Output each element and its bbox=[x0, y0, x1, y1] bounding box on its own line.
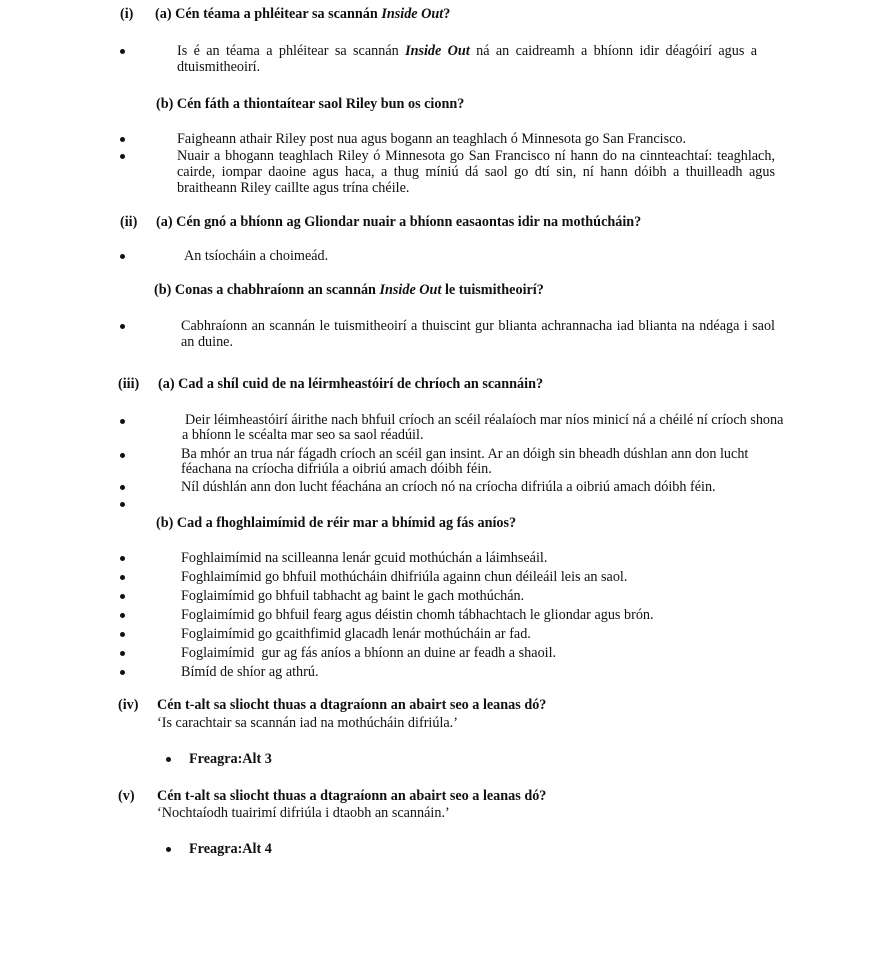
answer-iii-a-2: Ba mhór an trua nár fágadh críoch an scéil gan insint. Ar an dóigh sin bheadh dúshlan ann don lucht féachana na críocha difriúla a oibriú amach dóibh féin. bbox=[181, 446, 749, 477]
question-ii-b-heading bbox=[154, 282, 544, 298]
answer-i-b-1: Faigheann athair Riley post nua agus bogann an teaghlach ó Minnesota go San Francisco. bbox=[177, 131, 687, 147]
question-number-ii: (ii) bbox=[120, 214, 138, 230]
film-title: Inside Out bbox=[405, 43, 470, 59]
bullet-icon bbox=[120, 137, 125, 142]
question-number-iii: (iii) bbox=[118, 376, 140, 392]
question-text-end: ? bbox=[443, 6, 451, 22]
question-text: Cad a fhoghlaimímid de réir mar a bhímid ag fás aníos? bbox=[176, 515, 517, 531]
question-iii-b-heading bbox=[156, 515, 516, 531]
question-iii-a-heading bbox=[158, 376, 543, 392]
bullet-icon bbox=[120, 670, 125, 675]
bullet-icon bbox=[166, 757, 171, 762]
bullet-icon bbox=[120, 453, 125, 458]
question-iv-text: Cén t-alt sa sliocht thuas a dtagraíonn an abairt seo a leanas dó? bbox=[157, 697, 547, 713]
answer-iii-b-4: Foglaimímid go bhfuil fearg agus déistin chomh tábhachtach le gliondar agus brón. bbox=[181, 607, 654, 623]
answer-text: Is é an téama a phléitear sa scannán bbox=[177, 43, 406, 59]
bullet-icon bbox=[120, 324, 125, 329]
answer-text-end: ná an caidreamh a bhíonn idir déagóirí agus a dtuismitheoirí. bbox=[177, 43, 757, 75]
part-label: (a) bbox=[156, 214, 173, 230]
answer-ii-b: Cabhraíonn an scannán le tuismitheoirí a thuiscint gur blianta achrannacha iad blianta na ndéaga i saol an duine. bbox=[181, 318, 775, 350]
answer-i-b-2: Nuair a bhogann teaghlach Riley ó Minnesota go San Francisco ní hann do na cinnteachtaí: teaghlach, cairde, iompar daoine agus haca, a thug míniú dá saol go dtí sin, ní hann dóibh a thuilleadh agus braitheann Riley caillte agus trína chéile. bbox=[177, 148, 775, 196]
answer-iv: Freagra:Alt 3 bbox=[189, 751, 272, 767]
answer-v: Freagra:Alt 4 bbox=[189, 841, 272, 857]
question-text: Conas a chabhraíonn an scannán bbox=[174, 282, 380, 298]
question-text-end: le tuismitheoirí? bbox=[441, 282, 544, 298]
bullet-icon bbox=[120, 613, 125, 618]
bullet-icon bbox=[120, 651, 125, 656]
bullet-icon bbox=[120, 49, 125, 54]
bullet-icon bbox=[120, 594, 125, 599]
bullet-icon bbox=[120, 419, 125, 424]
answer-iii-b-7: Bímíd de shíor ag athrú. bbox=[181, 664, 319, 680]
question-text: Cén téama a phléitear sa scannán bbox=[175, 6, 382, 22]
part-label: (b) bbox=[156, 515, 174, 531]
film-title: Inside Out bbox=[379, 282, 442, 298]
answer-iii-b-1: Foghlaimímid na scilleanna lenár gcuid mothúchán a láimhseáil. bbox=[181, 550, 548, 566]
bullet-icon bbox=[120, 556, 125, 561]
part-label: (b) bbox=[154, 282, 172, 298]
bullet-icon bbox=[120, 254, 125, 259]
question-number-iv: (iv) bbox=[118, 697, 139, 713]
question-number-i: (i) bbox=[120, 6, 134, 22]
question-i-a-heading bbox=[155, 6, 450, 22]
film-title: Inside Out bbox=[381, 6, 444, 22]
answer-iii-a-3: Níl dúshlán ann don lucht féachána an críoch nó na críocha difriúla a oibriú amach dóibh féin. bbox=[181, 479, 716, 495]
question-i-b-heading bbox=[156, 96, 464, 112]
bullet-icon bbox=[120, 485, 125, 490]
question-ii-a-heading bbox=[156, 214, 641, 230]
question-text: Cén fáth a thiontaítear saol Riley bun os cionn? bbox=[176, 96, 465, 112]
answer-i-a bbox=[177, 43, 757, 75]
answer-iii-b-5: Foglaimímid go gcaithfimid glacadh lenár mothúcháin ar fad. bbox=[181, 626, 531, 642]
question-number-v: (v) bbox=[118, 788, 135, 804]
bullet-icon bbox=[120, 632, 125, 637]
question-text: Cad a shíl cuid de na léirmheastóirí de chríoch an scannáin? bbox=[178, 376, 544, 392]
answer-iii-b-3: Foglaimímid go bhfuil tabhacht ag baint le gach mothúchán. bbox=[181, 588, 525, 604]
question-text: Cén gnó a bhíonn ag Gliondar nuair a bhíonn easaontas idir na mothúcháin? bbox=[176, 214, 642, 230]
part-label: (a) bbox=[158, 376, 175, 392]
bullet-icon bbox=[166, 847, 171, 852]
answer-iii-a-1: Deir léimheastóirí áirithe nach bhfuil críoch an scéil réalaíoch mar níos minicí ná a chéilé ní críoch shona a bhíonn le scéalta mar seo sa saol réadúil. bbox=[182, 412, 784, 443]
bullet-icon bbox=[120, 502, 125, 507]
answer-iii-b-6: Foglaimímid gur ag fás aníos a bhíonn an duine ar feadh a shaoil. bbox=[181, 645, 557, 661]
answer-ii-a: An tsíocháin a choimeád. bbox=[184, 248, 329, 264]
part-label: (b) bbox=[156, 96, 174, 112]
bullet-icon bbox=[120, 154, 125, 159]
question-v-quote: ‘Nochtaíodh tuairimí difriúla i dtaobh an scannáin.’ bbox=[157, 805, 450, 821]
question-v-text: Cén t-alt sa sliocht thuas a dtagraíonn an abairt seo a leanas dó? bbox=[157, 788, 547, 804]
bullet-icon bbox=[120, 575, 125, 580]
part-label: (a) bbox=[155, 6, 172, 22]
question-iv-quote: ‘Is carachtair sa scannán iad na mothúcháin difriúla.’ bbox=[157, 715, 458, 731]
answer-iii-b-2: Foghlaimímid go bhfuil mothúcháin dhifriúla againn chun déileáil leis an saol. bbox=[181, 569, 628, 585]
